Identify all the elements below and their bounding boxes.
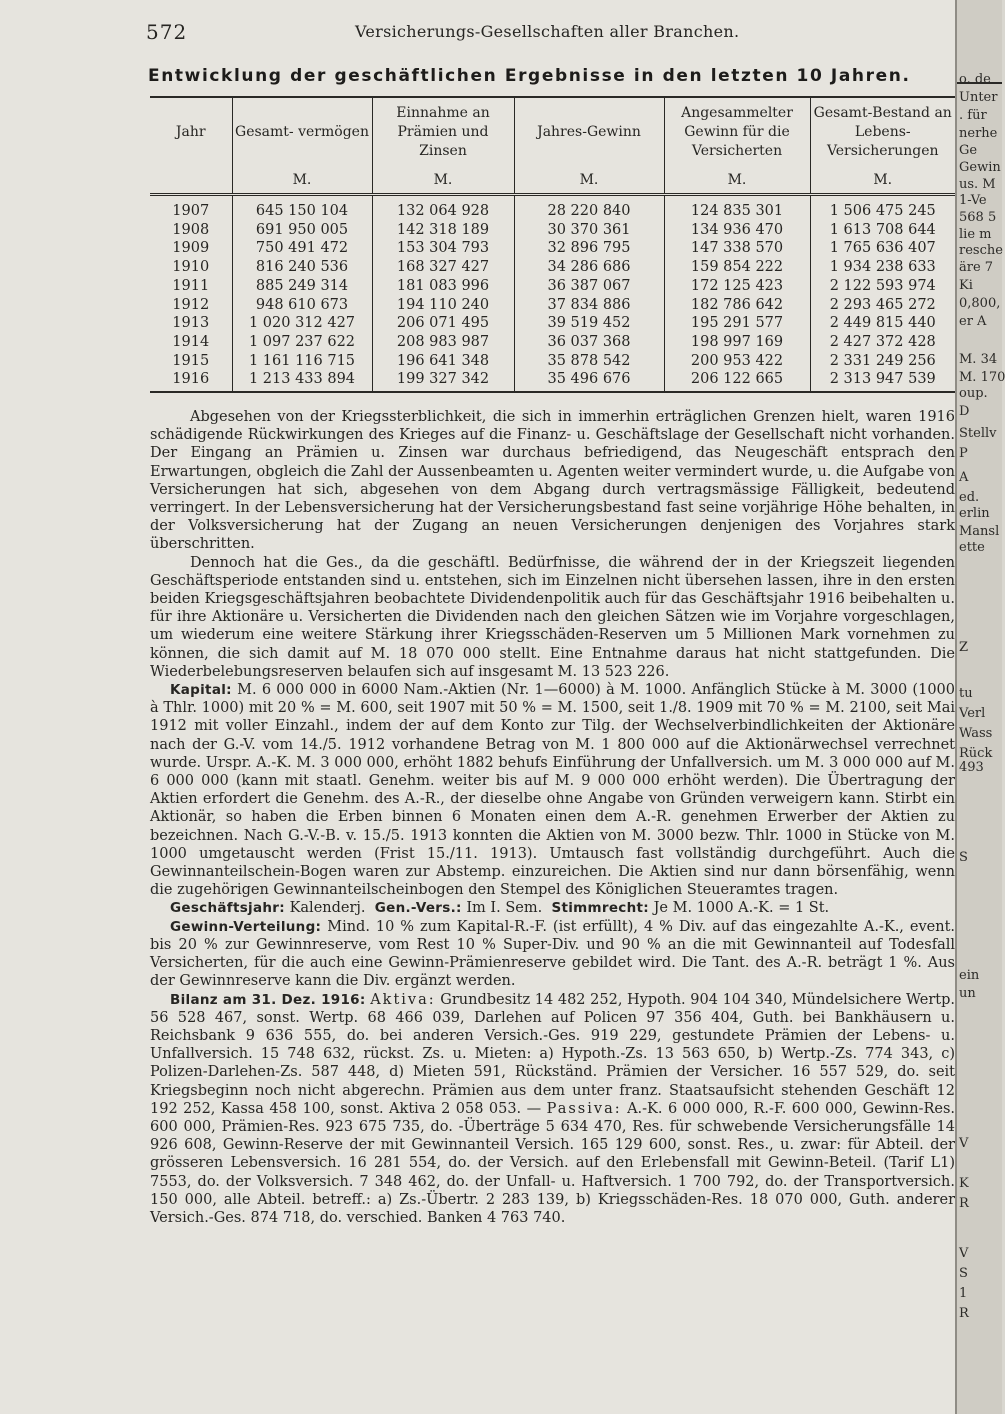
cell-vermoegen: 1 097 237 622	[232, 333, 372, 352]
adjacent-page-fragment: er A	[959, 314, 987, 329]
cell-vermoegen: 1 161 116 715	[232, 352, 372, 371]
kapital-text: M. 6 000 000 in 6000 Nam.-Aktien (Nr. 1—6000) à M. 1000. Anfänglich Stücke à M. 3000 (1000 à Thlr. 1000) mit 20 % = M. 600, seit 1907 mit 50 % = M. 1500, seit 1./8. 1909 mit 70 % = M. 2100, seit Mai 1912 mit voller Einzahl., indem der auf dem Konto zur Tilg. der Wechselverbindlichkeiten der Aktionäre nach der G.-V. vom 14./5. 1912 vorhandene Betrag von M. 1 800 000 auf die Aktionärwechsel verrechnet wurde. Urspr. A.-K. M. 3 000 000, erhöht 1882 behufs Einführung der Unfallversich. um M. 3 000 000 auf M. 6 000 000 (kann mit staatl. Genehm. weiter bis auf M. 9 000 000 erhöht werden). Die Übertragung der Aktien erfordert die Genehm. des A.-R., der dieselbe ohne Angabe von Gründen verweigern kann. Stirbt ein Aktionär, so haben die Erben binnen 6 Monaten einen dem A.-R. genehmen Erwerber der Aktien zu bezeichnen. Nach G.-V.-B. v. 15./5. 1913 konnten die Aktien von M. 3000 bezw. Thlr. 1000 in Stücke von M. 1000 umgetauscht werden (Frist 15./11. 1913). Umtausch fast vollständig durchgeführt. Auch die Gewinnanteilschein-Bogen waren zur Abstemp. einzureichen. Die Aktien sind nur dann börsenfähig, wenn die zugehörigen Gewinnanteilscheinbogen den Stempel des Königlichen Steueramtes tragen.	[150, 682, 955, 899]
col-header-einnahme: Einnahme an Prämien und Zinsen	[372, 97, 514, 167]
table-row	[150, 370, 955, 392]
cell-jahr: 1915	[172, 352, 210, 369]
cell-angesammelt: 134 936 470	[664, 221, 810, 240]
adjacent-page-fragment: R	[959, 1306, 969, 1321]
adjacent-page-fragment: o. de	[959, 72, 991, 87]
paragraph-dividend-policy: Dennoch hat die Ges., da die geschäftl. Bedürfnisse, die während der in der Kriegszeit liegenden Geschäftsperiode entstanden sind u. entstehen, sich im Einzelnen nicht übersehen lassen, ihre in den ersten beiden Kriegsgeschäftsjahren beobachtete Dividendenpolitik auch für das Geschäftsjahr 1916 beibehalten u. für ihre Aktionäre u. Versicherten die Dividenden nach den gleichen Sätzen wie im Vorjahre vorgeschlagen, um wiederum eine weitere Stärkung ihrer Kriegsschäden-Reserven um 5 Millionen Mark vornehmen zu können, die sich damit auf M. 18 070 000 stellt. Eine Entnahme daraus hat nicht stattgefunden. Die Wiederbelebungsreserven belaufen sich auf insgesamt M. 13 523 226.	[150, 554, 955, 680]
cell-gewinn: 34 286 686	[514, 258, 664, 277]
cell-angesammelt: 200 953 422	[664, 352, 810, 371]
kapital-label: Kapital:	[170, 682, 232, 699]
adjacent-page-fragment: K	[959, 1176, 969, 1191]
cell-jahr: 1907	[172, 203, 210, 219]
cell-angesammelt: 195 291 577	[664, 314, 810, 333]
adjacent-page-fragment: ette	[959, 540, 985, 555]
unit-cell	[150, 167, 232, 195]
running-header	[0, 20, 955, 48]
adjacent-page-fragment: 568 5	[959, 210, 997, 225]
gen-vers-label: Gen.-Vers.:	[374, 900, 462, 917]
cell-einnahme: 181 083 996	[372, 277, 514, 296]
cell-einnahme: 168 327 427	[372, 258, 514, 277]
adjacent-page-fragment: tu	[959, 686, 973, 701]
cell-jahr: 1908	[172, 221, 210, 238]
adjacent-page-fragment: lie m	[959, 227, 992, 242]
body-text	[150, 408, 955, 1227]
cell-bestand: 2 313 947 539	[810, 370, 955, 392]
cell-bestand: 2 427 372 428	[810, 333, 955, 352]
unit-cell: M.	[810, 167, 955, 195]
stimmrecht-label: Stimmrecht:	[551, 900, 649, 917]
adjacent-page-fragment: Stellv	[959, 426, 997, 441]
cell-bestand: 2 293 465 272	[810, 296, 955, 315]
cell-angesammelt: 172 125 423	[664, 277, 810, 296]
table-row	[150, 352, 955, 371]
adjacent-page-fragment: Rück	[959, 746, 993, 761]
adjacent-page-fragment: ed.	[959, 490, 980, 505]
adjacent-page-fragment: 493	[959, 760, 984, 775]
cell-einnahme: 208 983 987	[372, 333, 514, 352]
geschaeftsjahr-label: Geschäftsjahr:	[170, 900, 285, 917]
table-header-row	[150, 97, 955, 167]
adjacent-page-fragment: oup.	[959, 386, 988, 401]
geschaeftsjahr-text: Kalenderj.	[289, 900, 366, 917]
adjacent-page-fragment: S	[959, 1266, 968, 1281]
adjacent-page-fragment: V	[959, 1246, 969, 1261]
adjacent-page-fragment: Ki	[959, 278, 973, 293]
cell-vermoegen: 948 610 673	[232, 296, 372, 315]
unit-cell: M.	[664, 167, 810, 195]
cell-angesammelt: 124 835 301	[664, 195, 810, 221]
adjacent-page-fragment: 1-Ve	[959, 193, 987, 208]
cell-vermoegen: 1 020 312 427	[232, 314, 372, 333]
table-row	[150, 314, 955, 333]
paragraph-gewinn-verteilung	[150, 918, 955, 991]
adjacent-page-fragment: resche	[959, 243, 1003, 258]
cell-vermoegen: 750 491 472	[232, 239, 372, 258]
adjacent-page-fragment: Ge	[959, 143, 978, 158]
paragraph-kapital	[150, 681, 955, 899]
adjacent-page-fragment: Unter	[959, 90, 998, 105]
cell-gewinn: 36 387 067	[514, 277, 664, 296]
gewinn-verteilung-label: Gewinn-Verteilung:	[170, 918, 322, 935]
table-title: Entwicklung der geschäftlichen Ergebnisse in den letzten 10 Jahren.	[148, 66, 911, 86]
stimmrecht-text: Je M. 1000 A.-K. = 1 St.	[653, 900, 830, 917]
cell-einnahme: 206 071 495	[372, 314, 514, 333]
adjacent-page-fragment: S	[959, 850, 968, 865]
paragraph-geschaeftsjahr	[150, 899, 955, 917]
results-table	[150, 96, 955, 393]
adjacent-page-fragment: erlin	[959, 506, 990, 521]
unit-cell: M.	[372, 167, 514, 195]
adjacent-page-fragment: äre 7	[959, 260, 994, 275]
adjacent-page-fragment: Verl	[959, 706, 986, 721]
paragraph-bilanz	[150, 991, 955, 1228]
cell-einnahme: 153 304 793	[372, 239, 514, 258]
table-body	[150, 195, 955, 393]
cell-gewinn: 32 896 795	[514, 239, 664, 258]
adjacent-page-fragment: Wass	[959, 726, 993, 741]
cell-angesammelt: 147 338 570	[664, 239, 810, 258]
col-header-angesammelt: Angesammelter Gewinn für die Versicherten	[664, 97, 810, 167]
cell-jahr: 1916	[150, 370, 232, 392]
adjacent-page-fragment: M. 170	[959, 370, 1005, 385]
cell-jahr: 1911	[172, 277, 210, 294]
cell-angesammelt: 198 997 169	[664, 333, 810, 352]
cell-gewinn: 39 519 452	[514, 314, 664, 333]
table-row	[150, 221, 955, 240]
adjacent-page-fragment: ein	[959, 968, 980, 983]
col-header-jahr: Jahr	[150, 97, 232, 167]
cell-vermoegen: 1 213 433 894	[232, 370, 372, 392]
adjacent-page-edge	[955, 0, 1005, 1414]
adjacent-page-fragment: Z	[959, 640, 969, 655]
cell-jahr: 1914	[172, 333, 210, 350]
running-title: Versicherungs-Gesellschaften aller Branchen.	[355, 22, 740, 41]
col-header-gewinn: Jahres-Gewinn	[514, 97, 664, 167]
adjacent-page-fragment: Gewin	[959, 160, 1001, 175]
cell-einnahme: 142 318 189	[372, 221, 514, 240]
adjacent-page-fragment: Mansl	[959, 524, 1000, 539]
cell-gewinn: 35 496 676	[514, 370, 664, 392]
page-number: 572	[146, 20, 188, 44]
cell-vermoegen: 645 150 104	[232, 195, 372, 221]
gen-vers-text: Im I. Sem.	[466, 900, 543, 917]
cell-jahr: 1913	[172, 315, 210, 332]
cell-vermoegen: 691 950 005	[232, 221, 372, 240]
cell-angesammelt: 182 786 642	[664, 296, 810, 315]
cell-jahr: 1912	[172, 296, 210, 313]
table-row	[150, 195, 955, 221]
paragraph-war-effects: Abgesehen von der Kriegssterblichkeit, die sich in immerhin erträglichen Grenzen hielt, waren 1916 schädigende Rückwirkungen des Krieges auf die Finanz- u. Geschäftslage der Gesellschaft nicht vorhanden. Der Eingang an Prämien u. Zinsen war durchaus befriedigend, das Neugeschäft entsprach den Erwartungen, obgleich die Zahl der Aussenbeamten u. Agenten weiter vermindert wurde, u. die Aufgabe von Versicherungen hat sich, abgesehen von dem Abgang durch vertragsmässige Fälligkeit, bedeutend verringert. In der Lebensversicherung hat der Versicherungsbestand fast seine vorjährige Höhe behalten, in der Volksversicherung hat der Zugang an neuen Versicherungen denjenigen des Vorjahres stark überschritten.	[150, 409, 955, 553]
adjacent-page-fragment: . für	[959, 108, 987, 123]
adjacent-page-fragment: M. 34	[959, 352, 998, 367]
unit-cell: M.	[232, 167, 372, 195]
cell-vermoegen: 885 249 314	[232, 277, 372, 296]
adjacent-page-fragment: 0,800,	[959, 296, 1001, 311]
adjacent-page-fragment: R	[959, 1196, 969, 1211]
bilanz-label: Bilanz am 31. Dez. 1916:	[170, 991, 366, 1008]
table-row	[150, 333, 955, 352]
adjacent-page-fragment: us. M	[959, 177, 996, 192]
cell-einnahme: 132 064 928	[372, 195, 514, 221]
table-row	[150, 296, 955, 315]
unit-cell: M.	[514, 167, 664, 195]
cell-bestand: 1 765 636 407	[810, 239, 955, 258]
cell-jahr: 1909	[172, 240, 210, 257]
cell-einnahme: 196 641 348	[372, 352, 514, 371]
cell-bestand: 1 506 475 245	[810, 195, 955, 221]
cell-angesammelt: 159 854 222	[664, 258, 810, 277]
adjacent-page-fragment: un	[959, 986, 976, 1001]
table-row	[150, 277, 955, 296]
cell-gewinn: 30 370 361	[514, 221, 664, 240]
gewinn-verteilung-text: Mind. 10 % zum Kapital-R.-F. (ist erfüllt), 4 % Div. auf das eingezahlte A.-K., event. bis 20 % zur Gewinnreserve, vom Rest 10 % Super-Div. und 90 % an die mit Gewinnanteil auf Todesfall Versicherten, für die auch eine Gewinn-Prämienreserve gebildet wird. Die Tant. des A.-R. beträgt 1 %. Aus der Gewinnreserve kann die Div. ergänzt werden.	[150, 918, 956, 990]
adjacent-page-fragment: P	[959, 446, 968, 461]
cell-gewinn: 37 834 886	[514, 296, 664, 315]
bilanz-aktiva-text: Grundbesitz 14 482 252, Hypoth. 904 104 340, Mündelsichere Wertp. 56 528 467, sonst. Wertp. 68 466 039, Darlehen auf Policen 97 356 404, Guth. bei Bankhäusern u. Reichsbank 9 636 555, do. bei anderen Versich.-Ges. 919 229, gestundete Prämien der Lebens- u. Unfallversich. 15 748 632, rückst. Zs. u. Mieten: a) Hypoth.-Zs. 13 563 650, b) Wertp.-Zs. 774 343, c) Polizen-Darlehen-Zs. 587 448, d) Mieten 591, Rückständ. Prämien der Versicher. 16 557 529, do. seit Kriegsbeginn noch nicht abgerechn. Prämien aus dem unter franz. Staatsaufsicht stehenden Geschäft 12 192 252, Kassa 458 100, sonst. Aktiva 2 058 053. —	[150, 991, 956, 1117]
adjacent-page-fragment: D	[959, 404, 970, 419]
adjacent-page-fragment: 1	[959, 1286, 968, 1301]
aktiva-label: Aktiva:	[370, 991, 436, 1008]
cell-vermoegen: 816 240 536	[232, 258, 372, 277]
adjacent-page-fragment: nerhe	[959, 126, 998, 141]
table-unit-row	[150, 167, 955, 195]
cell-bestand: 2 331 249 256	[810, 352, 955, 371]
passiva-label: Passiva:	[546, 1100, 622, 1117]
cell-gewinn: 35 878 542	[514, 352, 664, 371]
bilanz-passiva-text: A.-K. 6 000 000, R.-F. 600 000, Gewinn-Res. 600 000, Prämien-Res. 923 675 735, do. -Überträge 5 634 470, Res. für schwebende Versicherungsfälle 14 926 608, Gewinn-Reserve der mit Gewinnanteil Versich. 165 129 600, sonst. Res., u. zwar: für Abteil. der grösseren Lebensversich. 16 281 554, do. der Versich. auf den Erlebensfall mit Gewinn-Beteil. (Tarif L1) 7553, do. der Volksversich. 7 348 462, do. der Unfall- u. Haftversich. 1 700 792, do. der Transportversich. 150 000, alle Abteil. betreff.: a) Zs.-Übertr. 2 283 139, b) Kriegsschäden-Res. 18 070 000, Guth. anderer Versich.-Ges. 874 718, do. verschied. Banken 4 763 740.	[150, 1100, 956, 1226]
cell-bestand: 2 122 593 974	[810, 277, 955, 296]
cell-einnahme: 199 327 342	[372, 370, 514, 392]
col-header-vermoegen: Gesamt- vermögen	[232, 97, 372, 167]
table-row	[150, 258, 955, 277]
cell-bestand: 1 934 238 633	[810, 258, 955, 277]
table-row	[150, 239, 955, 258]
col-header-bestand: Gesamt-Bestand an Lebens- Versicherungen	[810, 97, 955, 167]
cell-gewinn: 28 220 840	[514, 195, 664, 221]
cell-bestand: 2 449 815 440	[810, 314, 955, 333]
adjacent-page-fragment: V	[959, 1136, 969, 1151]
adjacent-page-fragment: A	[959, 470, 969, 485]
cell-jahr: 1910	[172, 259, 210, 276]
cell-angesammelt: 206 122 665	[664, 370, 810, 392]
cell-einnahme: 194 110 240	[372, 296, 514, 315]
cell-bestand: 1 613 708 644	[810, 221, 955, 240]
cell-gewinn: 36 037 368	[514, 333, 664, 352]
